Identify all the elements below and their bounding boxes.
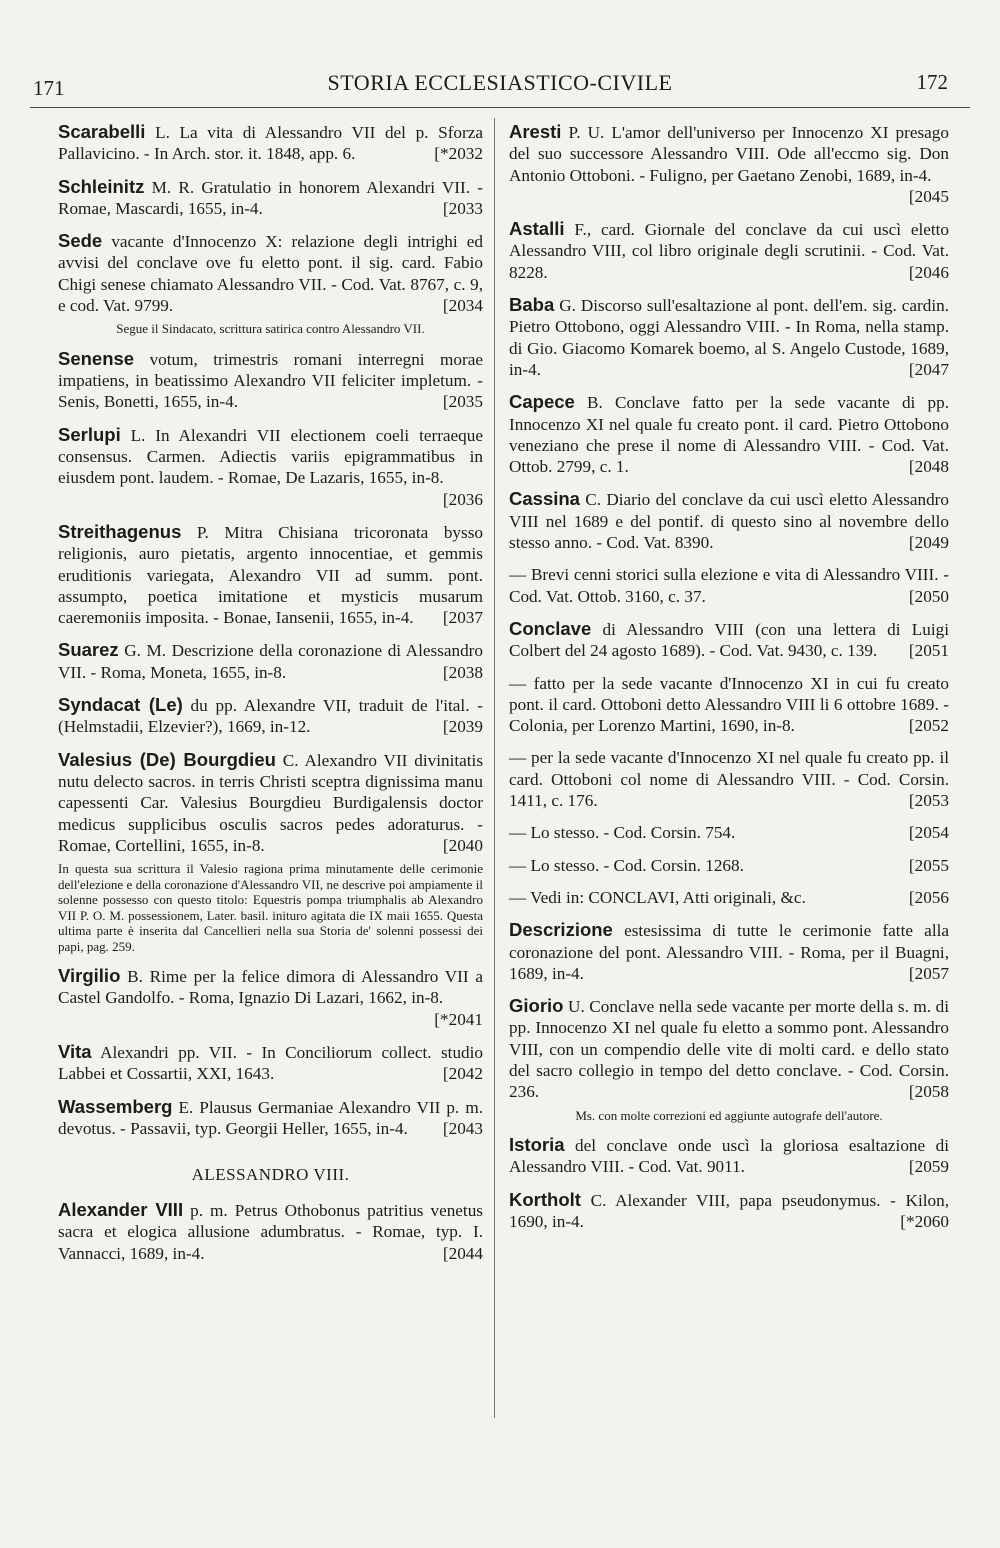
- entry-heading: Virgilio: [58, 965, 121, 987]
- entry-number: [*2060: [900, 1211, 949, 1231]
- bibliography-entry: [509, 391, 949, 477]
- entry-number: [*2041: [434, 1009, 483, 1029]
- entry-text: C. Alexandro VII divinitatis nutu delecto sacros. in terris Christi sceptra dignissima manu capessenti Car. Valesius Bourgdieu Burdigalensis doctor medicus supplicibus osculis sacros pedes adoraturus. - Romae, Cortellini, 1655, in-8.: [58, 750, 484, 855]
- entry-text: del conclave onde uscì la gloriosa esaltazione di Alessandro VIII. - Cod. Vat. 9011.: [509, 1136, 949, 1177]
- entry-number: [2033: [442, 198, 483, 218]
- entry-number: [2051: [908, 641, 949, 661]
- entry-number: [2036: [442, 489, 483, 509]
- entry-heading: —: [509, 748, 527, 768]
- entry-heading: —: [509, 887, 527, 907]
- entry-text: estesissima di tutte le cerimonie fatte alla coronazione del pont. Alessandro VIII. - Roma, per il Buagni, 1689, in-4.: [509, 921, 949, 983]
- bibliography-entry: [509, 121, 949, 207]
- entry-text: p. m. Petrus Othobonus patritius venetus sacra et elogica allusione adumbratus. - Romae, typ. I. Vannacci, 1689, in-4.: [58, 1201, 483, 1263]
- header-rule: [30, 107, 970, 108]
- bibliography-entry: [58, 639, 483, 683]
- entry-text: B. Rime per la felice dimora di Alessandro VII a Castel Gandolfo. - Roma, Ignazio Di Lazari, 1662, in-8.: [58, 967, 483, 1008]
- entry-heading: Alexander VIII: [58, 1199, 184, 1221]
- entry-text: U. Conclave nella sede vacante per morte della s. m. di pp. Innocenzo XI nel quale fu eletto a sommo pont. Alessandro VIII, con un compendio delle vite di molti card. e dello stato del sacro collegio in tempo del detto conclave. - Cod. Corsin. 236.: [509, 997, 949, 1102]
- entry-heading: Suarez: [58, 639, 119, 661]
- entry-heading: Aresti: [509, 121, 562, 142]
- bibliography-entry: [509, 1134, 949, 1178]
- entry-number: [2050: [908, 586, 949, 606]
- bibliography-entry: [58, 749, 483, 856]
- column-divider: [494, 118, 495, 1418]
- bibliography-entry: [509, 855, 949, 876]
- entry-text: Alexandri pp. VII. - In Conciliorum collect. studio Labbei et Cossartii, XXI, 1643.: [58, 1043, 483, 1084]
- entry-number: [2052: [908, 716, 949, 736]
- bibliography-entry: [509, 887, 949, 908]
- entry-number: [2035: [442, 392, 483, 412]
- entry-number: [2055: [908, 855, 949, 875]
- entry-number: [2056: [908, 887, 949, 907]
- entry-text: votum, trimestris romani interregni morae impatiens, in beatissimo Alexandro VII feliciter impletum. - Senis, Bonetti, 1655, in-4.: [58, 349, 483, 412]
- entry-note: Segue il Sindacato, scrittura satirica contro Alessandro VII.: [116, 321, 425, 337]
- entry-heading: Senense: [58, 347, 135, 369]
- entry-number: [2058: [908, 1082, 949, 1102]
- bibliography-entry: [509, 747, 949, 811]
- entry-heading: Giorio: [509, 995, 564, 1017]
- bibliography-entry: [509, 618, 949, 662]
- entry-heading: Streithagenus: [58, 520, 182, 542]
- entry-number: [2045: [908, 186, 949, 206]
- right-column: [509, 121, 949, 1243]
- bibliography-entry: [509, 218, 949, 283]
- entry-heading: Conclave: [509, 617, 592, 639]
- entry-heading: Cassina: [509, 488, 580, 510]
- entry-number: [2046: [908, 262, 949, 282]
- entry-note: Ms. con molte correzioni ed aggiunte autografe dell'autore.: [575, 1107, 883, 1123]
- entry-heading: Astalli: [509, 218, 565, 240]
- bibliography-entry: [509, 995, 949, 1102]
- entry-heading: —: [509, 673, 527, 693]
- entry-heading: Istoria: [509, 1134, 565, 1156]
- entry-number: [2040: [442, 835, 483, 855]
- entry-heading: Baba: [509, 294, 555, 316]
- entry-number: [2038: [442, 662, 483, 682]
- entry-text: du pp. Alexandre VII, traduit de l'ital. - (Helmstadii, Elzevier?), 1669, in-12.: [58, 696, 483, 737]
- entry-text: per la sede vacante d'Innocenzo XI nel quale fu creato pp. il card. Ottoboni col nome di Alessandro VIII. - Cod. Corsin. 1411, c. 176.: [509, 748, 949, 811]
- bibliography-entry: [58, 121, 483, 165]
- entry-number: [2047: [908, 359, 949, 379]
- entry-number: [2037: [442, 608, 483, 628]
- bibliography-entry: [509, 488, 949, 553]
- entry-heading: —: [509, 565, 527, 585]
- bibliography-entry: [58, 1096, 483, 1140]
- entry-text: Lo stesso. - Cod. Corsin. 1268.: [526, 855, 744, 875]
- entry-text: Lo stesso. - Cod. Corsin. 754.: [526, 823, 736, 843]
- entry-heading: Descrizione: [509, 919, 613, 941]
- entry-note: In questa sua scrittura il Valesio ragiona prima minutamente delle cerimonie dell'elezione e della coronazione d'Alessandro VII, ne descrive poi ampiamente il solenne possesso con questo titolo: Equestris pompa triumphalis ab Alexandro VII P. O. M. possessionem, Later. basil. inituro agitata die IX maii 1655. Questa ultima parte è inserita dal Cancellieri nella sua Storia de' solenni possessi dei papi, pag. 259.: [58, 861, 483, 954]
- entry-text: L. In Alexandri VII electionem coeli terraeque consensus. Carmen. Adiectis variis epigrammatibus in eiusdem pont. laudem. - Romae, De Lazaris, 1655, in-8.: [58, 425, 483, 488]
- entry-text: vacante d'Innocenzo X: relazione degli intrighi ed avvisi del conclave ove fu eletto pont. il sig. card. Fabio Chigi senese chiamato Alessandro VII. - Cod. Vat. 8767, c. 9, e cod. Vat. 9799.: [58, 232, 483, 316]
- entry-number: [*2032: [434, 144, 483, 164]
- bibliography-entry: [58, 694, 483, 738]
- entry-heading: Scarabelli: [58, 121, 146, 142]
- entry-text: L. La vita di Alessandro VII del p. Sforza Pallavicino. - In Arch. stor. it. 1848, app. 6.: [58, 123, 483, 164]
- entry-heading: Wassemberg: [58, 1095, 173, 1117]
- entry-text: F., card. Giornale del conclave da cui uscì eletto Alessandro VIII, col libro originale degli scrutinii. - Cod. Vat. 8228.: [509, 220, 949, 282]
- bibliography-entry: [509, 673, 949, 737]
- bibliography-entry: [58, 176, 483, 220]
- page-header: [30, 62, 970, 98]
- entry-number: [2053: [908, 791, 949, 811]
- entry-heading: Serlupi: [58, 423, 121, 445]
- page-number-right: 172: [916, 70, 948, 94]
- page-number-left: 171: [33, 76, 65, 100]
- bibliography-entry: [58, 424, 483, 510]
- bibliography-entry: [58, 521, 483, 628]
- entry-text: P. Mitra Chisiana tricoronata bysso religionis, auro pietatis, argento innocentiae, et gemmis eruditionis variegata, Alexandro VII ad summ. pont. assumpto, poetica imitatione et mysticis musarum caeremoniis imposita. - Bonae, Iansenii, 1655, in-4.: [58, 522, 483, 628]
- entry-text: Brevi cenni storici sulla elezione e vita di Alessandro VIII. - Cod. Vat. Ottob. 3160, c. 37.: [509, 565, 949, 606]
- entry-text: M. R. Gratulatio in honorem Alexandri VII. - Romae, Mascardi, 1655, in-4.: [58, 177, 483, 218]
- entry-number: [2034: [442, 296, 483, 316]
- entry-heading: Syndacat (Le): [58, 694, 183, 716]
- entry-text: G. Discorso sull'esaltazione al pont. dell'em. sig. cardin. Pietro Ottobono, oggi Alessandro VIII. - In Roma, nella stamp. di Gio. Giacomo Komarek boemo, al S. Angelo Custode, 1689, in-4.: [509, 296, 949, 379]
- bibliography-entry: [509, 564, 949, 607]
- bibliography-entry: [509, 822, 949, 843]
- running-title: STORIA ECCLESIASTICO-CIVILE: [327, 70, 673, 95]
- entry-text: C. Alexander VIII, papa pseudonymus. - Kilon, 1690, in-4.: [509, 1190, 949, 1231]
- entry-text: fatto per la sede vacante d'Innocenzo XI in cui fu creato pont. il card. Ottoboni detto Alessandro VIII li 6 ottobre 1689. - Colonia, per Lorenzo Martini, 1690, in-8.: [509, 673, 949, 736]
- entry-heading: Valesius (De) Bourgdieu: [58, 748, 276, 770]
- entry-text: P. U. L'amor dell'universo per Innocenzo XI presago del suo successore Alessandro VIII. Ode all'eccmo sig. Don Antonio Ottoboni. - Fuligno, per Gaetano Zenobi, 1689, in-4.: [509, 123, 949, 185]
- entry-number: [2039: [442, 717, 483, 737]
- entry-text: C. Diario del conclave da cui uscì eletto Alessandro VIII nel 1689 e del pontif. di questo sino al novembre dello stesso anno. - Cod. Vat. 8390.: [509, 490, 949, 553]
- entry-number: [2042: [442, 1064, 483, 1084]
- entry-number: [2059: [908, 1157, 949, 1177]
- entry-number: [2057: [908, 963, 949, 983]
- entry-heading: Capece: [509, 391, 575, 413]
- bibliography-entry: [58, 965, 483, 1030]
- entry-number: [2044: [442, 1243, 483, 1263]
- entry-number: [2043: [442, 1118, 483, 1138]
- entry-heading: —: [509, 855, 527, 875]
- bibliography-entry: [58, 1199, 483, 1264]
- entry-number: [2048: [908, 457, 949, 477]
- bibliography-entry: [509, 919, 949, 984]
- entry-number: [2049: [908, 533, 949, 553]
- entry-heading: Vita: [58, 1041, 92, 1062]
- entry-text: Vedi in: CONCLAVI, Atti originali, &c.: [526, 887, 806, 907]
- bibliography-entry: [509, 294, 949, 380]
- entry-text: B. Conclave fatto per la sede vacante di pp. Innocenzo XI nel quale fu creato pont. il card. Pietro Ottobono veneziano che prese il nome di Alessandro VIII. - Cod. Vat. Ottob. 2799, c. 1.: [509, 393, 949, 477]
- bibliography-entry: [58, 348, 483, 413]
- entry-heading: Sede: [58, 230, 103, 252]
- entry-text: di Alessandro VIII (con una lettera di Luigi Colbert del 24 agosto 1689). - Cod. Vat. 9430, c. 139.: [509, 619, 949, 661]
- entry-text: G. M. Descrizione della coronazione di Alessandro VII. - Roma, Moneta, 1655, in-8.: [58, 641, 483, 682]
- bibliography-entry: [58, 230, 483, 316]
- entry-text: E. Plausus Germaniae Alexandro VII p. m. devotus. - Passavii, typ. Georgii Heller, 1655, in-4.: [58, 1097, 483, 1138]
- bibliography-entry: [58, 1041, 483, 1085]
- entry-heading: —: [509, 823, 527, 843]
- section-title: ALESSANDRO VIII.: [191, 1165, 350, 1185]
- bibliography-entry: [509, 1189, 949, 1233]
- entry-heading: Schleinitz: [58, 175, 145, 197]
- entry-number: [2054: [908, 823, 949, 843]
- entry-heading: Kortholt: [509, 1188, 581, 1210]
- left-column: [58, 121, 483, 1275]
